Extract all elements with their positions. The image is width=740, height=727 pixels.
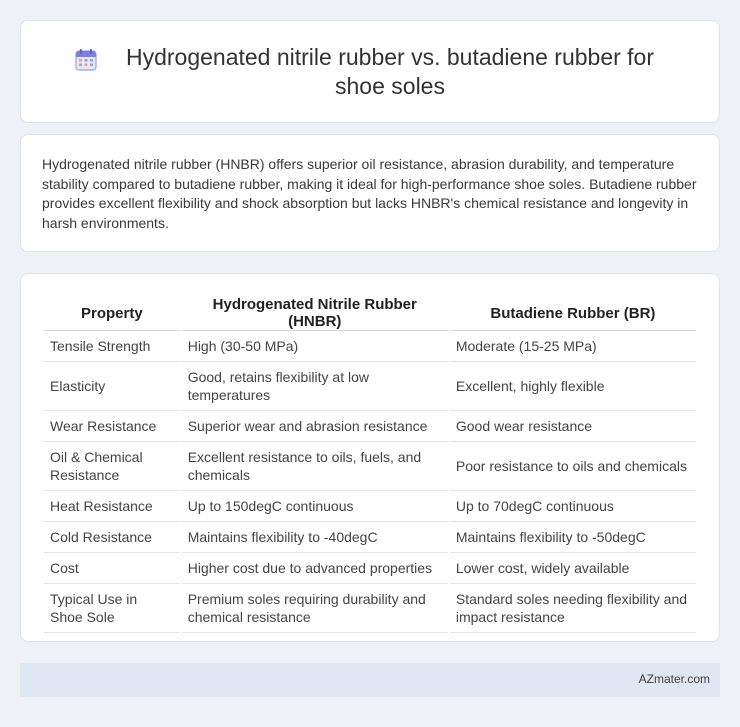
property-cell: Cold Resistance	[44, 522, 180, 553]
br-cell: Excellent, highly flexible	[450, 362, 696, 411]
footer-bar	[20, 663, 720, 697]
property-cell: Typical Use in Shoe Sole	[44, 584, 180, 633]
hnbr-cell: Higher cost due to advanced properties	[182, 553, 448, 584]
comparison-table	[42, 296, 698, 633]
table-row	[44, 442, 696, 491]
br-cell: Good wear resistance	[450, 411, 696, 442]
property-cell: Oil & Chemical Resistance	[44, 442, 180, 491]
table-row	[44, 522, 696, 553]
br-cell: Maintains flexibility to -50degC	[450, 522, 696, 553]
property-cell: Cost	[44, 553, 180, 584]
hnbr-cell: High (30-50 MPa)	[182, 331, 448, 362]
page-title: Hydrogenated nitrile rubber vs. butadiene rubber for shoe soles	[125, 43, 655, 99]
property-cell: Heat Resistance	[44, 491, 180, 522]
property-cell: Wear Resistance	[44, 411, 180, 442]
br-cell: Lower cost, widely available	[450, 553, 696, 584]
hnbr-cell: Maintains flexibility to -40degC	[182, 522, 448, 553]
column-header-br: Butadiene Rubber (BR)	[450, 296, 696, 331]
summary-card	[20, 134, 720, 252]
hnbr-cell: Up to 150degC continuous	[182, 491, 448, 522]
property-cell: Tensile Strength	[44, 331, 180, 362]
br-cell: Poor resistance to oils and chemicals	[450, 442, 696, 491]
table-row	[44, 411, 696, 442]
property-cell: Elasticity	[44, 362, 180, 411]
hnbr-cell: Excellent resistance to oils, fuels, and chemicals	[182, 442, 448, 491]
br-cell: Up to 70degC continuous	[450, 491, 696, 522]
hnbr-cell: Premium soles requiring durability and chemical resistance	[182, 584, 448, 633]
column-header-property: Property	[44, 296, 180, 331]
title-card	[20, 20, 720, 123]
column-header-hnbr: Hydrogenated Nitrile Rubber (HNBR)	[182, 296, 448, 331]
comparison-table-card	[20, 273, 720, 642]
br-cell: Moderate (15-25 MPa)	[450, 331, 696, 362]
summary-text: Hydrogenated nitrile rubber (HNBR) offers superior oil resistance, abrasion durability, and temperature stability compared to butadiene rubber, making it ideal for high-performance shoe soles. Butadiene rubber provides excellent flexibility and shock absorption but lacks HNBR's chemical resistance and longevity in harsh environments.	[42, 156, 697, 231]
hnbr-cell: Superior wear and abrasion resistance	[182, 411, 448, 442]
table-header-row	[44, 296, 696, 331]
table-row	[44, 491, 696, 522]
br-cell: Standard soles needing flexibility and impact resistance	[450, 584, 696, 633]
table-row	[44, 362, 696, 411]
hnbr-cell: Good, retains flexibility at low temperatures	[182, 362, 448, 411]
table-row	[44, 331, 696, 362]
table-row	[44, 584, 696, 633]
footer-site-link[interactable]: AZmater.com	[638, 672, 710, 686]
table-row	[44, 553, 696, 584]
